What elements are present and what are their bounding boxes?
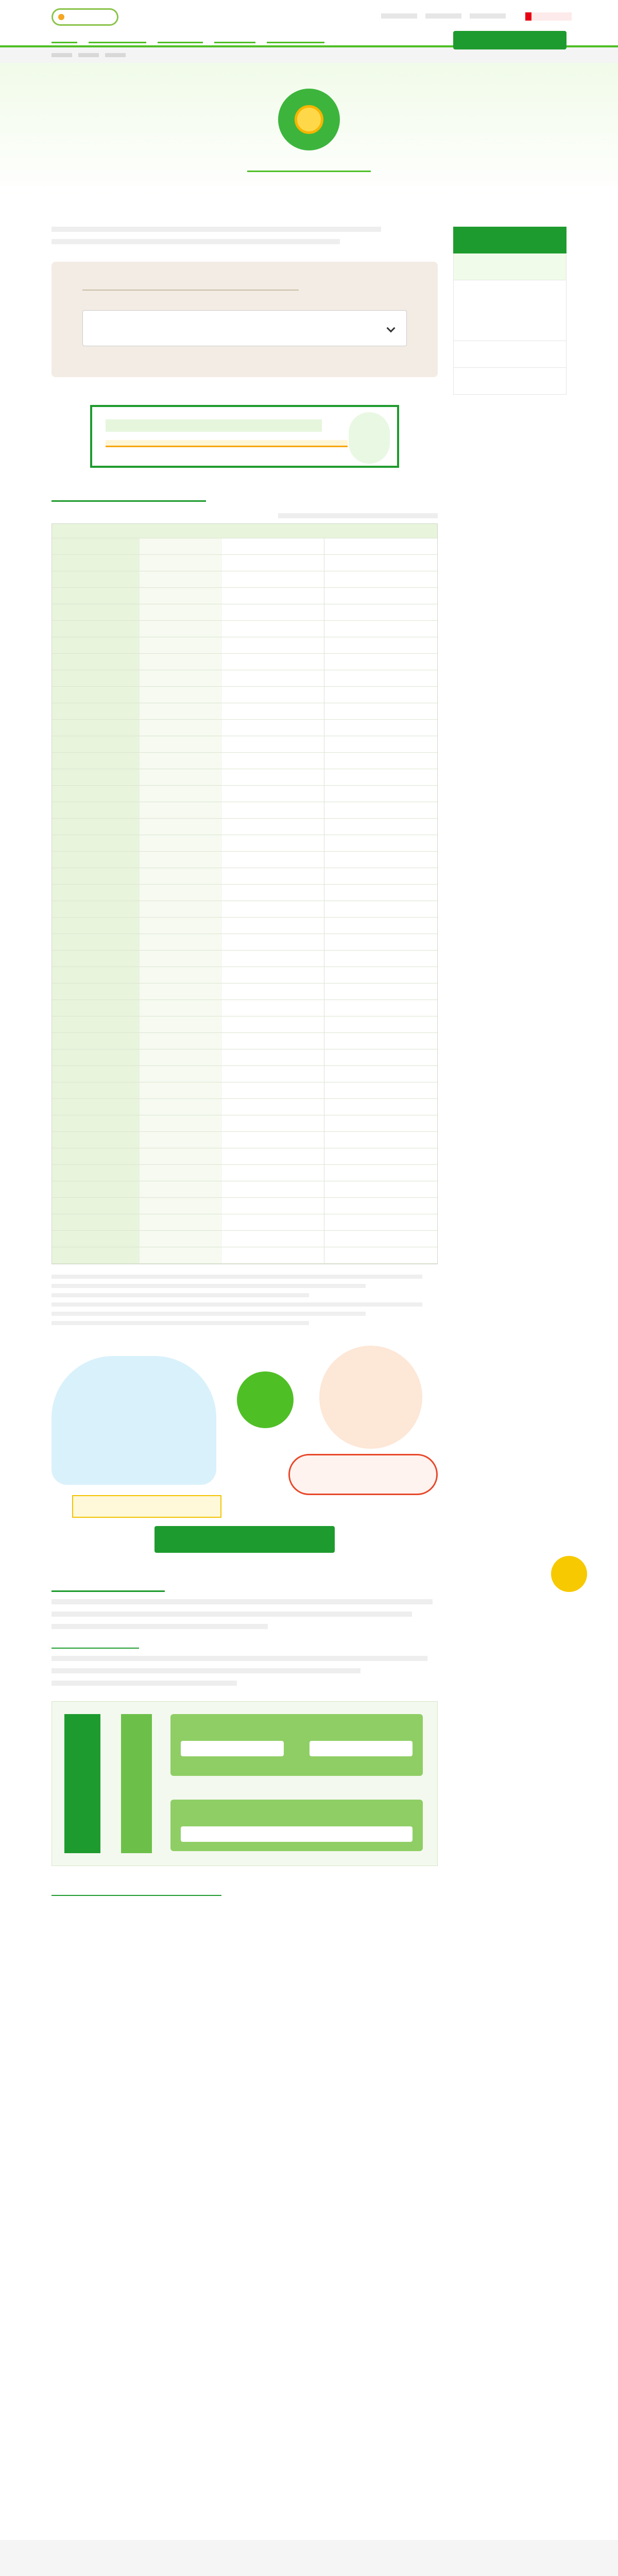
table-row: [52, 868, 437, 885]
table-row: [52, 621, 437, 637]
savings-callout: [288, 1454, 438, 1495]
customer-support: [0, 2540, 618, 2576]
intro-text: [52, 227, 438, 244]
breadcrumb-home[interactable]: [52, 53, 72, 57]
calc-method-title: [52, 1584, 165, 1592]
table-row: [52, 1214, 437, 1231]
table-row: [52, 703, 437, 720]
family-illustration: [52, 1356, 216, 1485]
running-man-illustration: [349, 412, 390, 464]
formula-renewable-levy: [170, 1800, 423, 1851]
fuel-adjustment-title: [52, 1641, 139, 1649]
apply-button[interactable]: [453, 31, 566, 49]
support-title: [247, 2571, 371, 2576]
sidebar-item[interactable]: [453, 341, 566, 368]
table-row: [52, 736, 437, 753]
table-row: [52, 1198, 437, 1214]
renewable-levy-link[interactable]: [52, 1891, 221, 1896]
table-row: [52, 967, 437, 984]
table-row: [52, 786, 437, 802]
rate-table-header: [52, 524, 437, 538]
rate-table-title: [52, 494, 206, 502]
formula-energy-charge: [170, 1714, 423, 1776]
table-row: [52, 1049, 437, 1066]
breadcrumb-current: [105, 53, 126, 57]
util-link[interactable]: [381, 13, 417, 19]
table-row: [52, 1181, 437, 1198]
sidebar-item[interactable]: [453, 253, 566, 280]
global-nav: [52, 36, 324, 43]
formula-total: [64, 1714, 100, 1853]
area-prompt: [82, 282, 299, 291]
logo-mark-icon: [58, 14, 64, 20]
formula-basic: [121, 1714, 152, 1853]
table-row: [52, 1165, 437, 1181]
usage-stat: [72, 1495, 221, 1518]
table-row: [52, 1066, 437, 1082]
banner-subtitle: [106, 440, 348, 447]
coin-icon: [295, 105, 323, 134]
nav-item-home[interactable]: [52, 36, 77, 43]
nav-item-rates[interactable]: [89, 36, 146, 43]
site-logo[interactable]: [52, 8, 118, 26]
main-content: [52, 227, 438, 1896]
switch-badge: [237, 1371, 294, 1428]
utility-nav: [381, 13, 506, 19]
table-row: [52, 637, 437, 654]
table-row: [52, 918, 437, 934]
corporate-logo[interactable]: [525, 12, 572, 21]
table-notes: [52, 1275, 438, 1325]
table-row: [52, 1033, 437, 1049]
table-row: [52, 885, 437, 901]
breadcrumb: [0, 47, 618, 63]
table-row: [52, 538, 437, 555]
chevron-down-icon: [387, 324, 396, 333]
table-row: [52, 687, 437, 703]
sidebar: [453, 227, 566, 395]
table-row: [52, 1000, 437, 1016]
table-row: [52, 852, 437, 868]
table-row: [52, 835, 437, 852]
support-banner[interactable]: [90, 405, 399, 468]
site-header: [0, 0, 618, 47]
table-row: [52, 604, 437, 621]
rate-formula-diagram: [52, 1701, 438, 1866]
table-row: [52, 1132, 437, 1148]
table-row: [52, 984, 437, 1000]
sidebar-item[interactable]: [453, 368, 566, 395]
util-link[interactable]: [425, 13, 461, 19]
rate-effective-note: [278, 513, 438, 518]
page-hero: [0, 63, 618, 197]
table-row: [52, 1148, 437, 1165]
table-row: [52, 802, 437, 819]
calc-method-body: [52, 1599, 438, 1629]
sidebar-heading[interactable]: [453, 227, 566, 253]
table-row: [52, 555, 437, 571]
table-row: [52, 1099, 437, 1115]
yen-coin-icon: [278, 89, 340, 150]
table-row: [52, 670, 437, 687]
rate-table: [52, 523, 438, 1264]
simulation-promo: [52, 1346, 438, 1552]
table-row: [52, 654, 437, 670]
page-top-button[interactable]: [551, 1556, 587, 1592]
table-row: [52, 819, 437, 835]
table-row: [52, 951, 437, 967]
character-illustration: [319, 1346, 422, 1449]
table-row: [52, 1016, 437, 1033]
table-row: [52, 901, 437, 918]
nav-item-about[interactable]: [158, 36, 203, 43]
table-row: [52, 1082, 437, 1099]
nav-item-procedures[interactable]: [214, 36, 255, 43]
table-row: [52, 720, 437, 736]
table-row: [52, 1231, 437, 1247]
table-row: [52, 571, 437, 588]
util-link[interactable]: [470, 13, 506, 19]
table-row: [52, 588, 437, 604]
fuel-adjustment-body: [52, 1656, 438, 1686]
sidebar-item[interactable]: [453, 280, 566, 341]
table-row: [52, 769, 437, 786]
table-row: [52, 1115, 437, 1132]
banner-title: [106, 419, 322, 432]
table-row: [52, 934, 437, 951]
nav-item-support[interactable]: [267, 36, 324, 43]
table-row: [52, 753, 437, 769]
page-title: [247, 161, 371, 172]
breadcrumb-rates[interactable]: [78, 53, 99, 57]
area-select[interactable]: [82, 310, 407, 346]
table-row: [52, 1247, 437, 1264]
simulation-button[interactable]: [154, 1526, 335, 1553]
area-selector-box: [52, 262, 438, 377]
